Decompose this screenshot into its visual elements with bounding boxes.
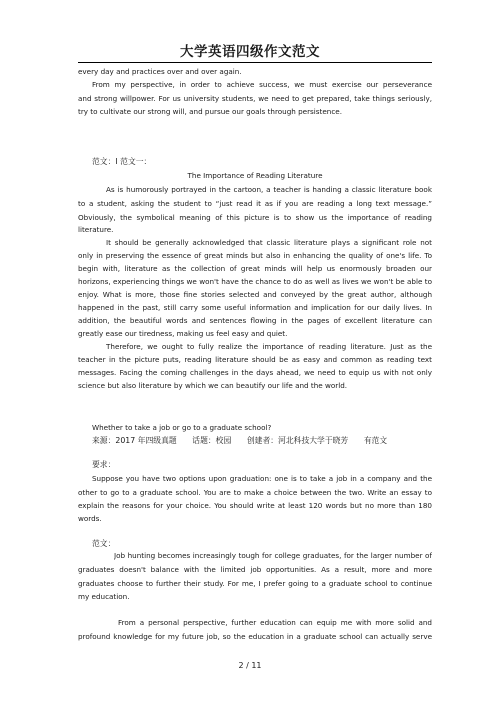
- header-divider: [78, 62, 432, 63]
- body-line: begin with, literature as the collection of great minds will help us enormously broaden our: [78, 264, 432, 273]
- body-line: literature.: [78, 225, 114, 234]
- body-line: try to cultivate our strong will, and pursue our goals through persistence.: [78, 107, 342, 116]
- body-line: only in preserving the essence of great minds but also in enhancing the quality of one's life. To: [78, 251, 432, 260]
- body-line: From a personal perspective, further education can equip me with more solid and: [118, 618, 432, 627]
- body-line: explain the reasons for your choice. You should write at least 120 words but no more than 180: [78, 501, 432, 510]
- body-line: Therefore, we ought to fully realize the importance of reading literature. Just as the: [106, 342, 432, 351]
- page-number: 2 / 11: [238, 661, 262, 670]
- body-line: greatly ease our tiredness, making us feel easy and quiet.: [78, 329, 288, 338]
- body-line: Obviously, the symbolical meaning of this picture is to show us the importance of reading: [78, 213, 432, 222]
- section-label: 范文：Ⅰ 范文一：: [92, 157, 152, 166]
- body-line: other to go to a graduate school. You are to make a choice between the two. Write an essay to: [78, 488, 432, 497]
- body-line: my education.: [78, 592, 130, 601]
- body-line: Suppose you have two options upon graduation: one is to take a job in a company and the: [92, 474, 432, 483]
- body-line: Job hunting becomes increasingly tough for college graduates, for the larger number of: [114, 551, 432, 560]
- body-line: As is humorously portrayed in the cartoon, a teacher is handing a classic literature book: [106, 185, 432, 194]
- section-label: 范文：: [92, 539, 116, 548]
- essay-title: The Importance of Reading Literature: [187, 171, 323, 180]
- body-line: graduates doesn't balance with the limited job opportunities. As a result, more and more: [78, 565, 432, 574]
- body-line: and strong willpower. For us university students, we need to get prepared, take things seriously,: [78, 94, 432, 103]
- body-line: every day and practices over and over again.: [78, 67, 242, 76]
- body-line: enjoy. What is more, those fine stories selected and conveyed by the great author, although: [78, 290, 432, 299]
- body-line: to a student, asking the student to “just read it as if you are reading a long text message.”: [78, 199, 432, 208]
- body-line: teacher in the picture puts, reading literature should be as easy and common as reading text: [78, 355, 432, 364]
- requirement-label: 要求：: [92, 460, 116, 469]
- body-line: addition, the beautiful words and sentences flowing in the pages of excellent literature can: [78, 316, 432, 325]
- body-line: horizons, experiencing things we won't have the chance to do as well as lives we won't be able to: [78, 277, 432, 286]
- body-line: graduates choose to further their study. For me, I prefer going to a graduate school to continue: [78, 579, 432, 588]
- body-line: messages. Facing the coming challenges in the days ahead, we need to equip us with not only: [78, 368, 432, 377]
- body-line: It should be generally acknowledged that classic literature plays a significant role not: [106, 238, 432, 247]
- page-header-title: 大学英语四级作文范文: [180, 44, 320, 60]
- body-line: profound knowledge for my future job, so the education in a graduate school can actually serve: [78, 632, 432, 641]
- body-line: From my perspective, in order to achieve success, we must exercise our perseverance: [92, 80, 432, 89]
- body-line: science but also literature by which we can beautify our life and the world.: [78, 381, 348, 390]
- body-line: happened in the past, still carry some useful information and implication for our daily lives. In: [78, 303, 432, 312]
- question-meta: 来源：2017 年四级真题 话题：校园 创建者：河北科技大学于晓芳 有范文: [92, 436, 388, 445]
- body-line: words.: [78, 514, 102, 523]
- question-title: Whether to take a job or go to a graduate school?: [92, 423, 272, 432]
